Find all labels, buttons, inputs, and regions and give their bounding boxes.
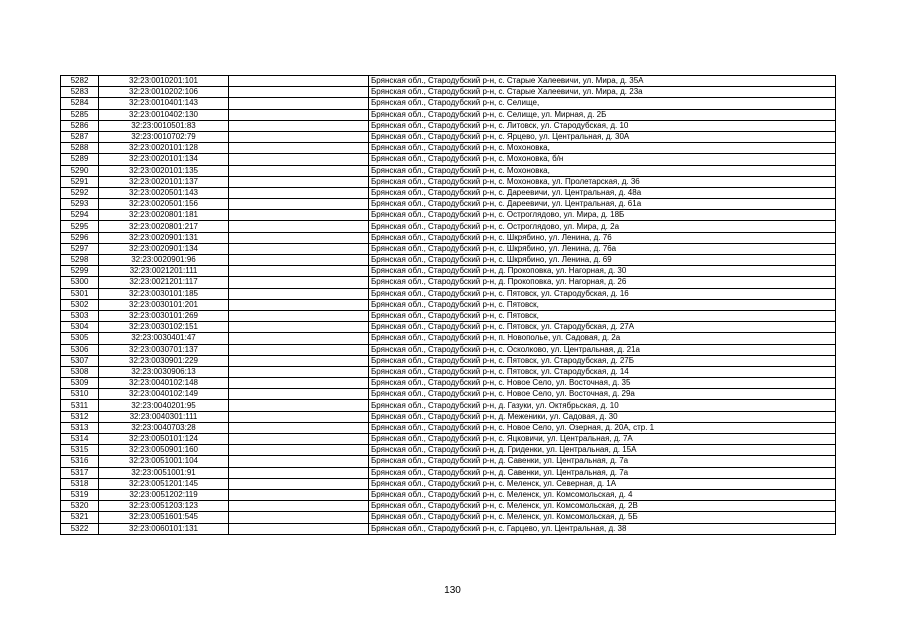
cadastral-number-cell: 32:23:0020501:143 bbox=[99, 187, 229, 198]
row-number-cell: 5315 bbox=[61, 445, 99, 456]
row-number-cell: 5297 bbox=[61, 243, 99, 254]
address-cell: Брянская обл., Стародубский р-н, д. Прокоповка, ул. Нагорная, д. 30 bbox=[369, 266, 836, 277]
cadastral-number-cell: 32:23:0021201:111 bbox=[99, 266, 229, 277]
empty-cell bbox=[229, 288, 369, 299]
cadastral-number-cell: 32:23:0020801:217 bbox=[99, 221, 229, 232]
table-row bbox=[61, 434, 836, 445]
address-cell: Брянская обл., Стародубский р-н, с. Пятовск, ул. Стародубская, д. 27Б bbox=[369, 355, 836, 366]
row-number-cell: 5310 bbox=[61, 389, 99, 400]
cadastral-number-cell: 32:23:0020101:137 bbox=[99, 176, 229, 187]
empty-cell bbox=[229, 411, 369, 422]
table-row bbox=[61, 143, 836, 154]
row-number-cell: 5296 bbox=[61, 232, 99, 243]
table-row bbox=[61, 109, 836, 120]
empty-cell bbox=[229, 512, 369, 523]
table-row bbox=[61, 131, 836, 142]
empty-cell bbox=[229, 266, 369, 277]
row-number-cell: 5291 bbox=[61, 176, 99, 187]
cadastral-number-cell: 32:23:0020101:134 bbox=[99, 154, 229, 165]
empty-cell bbox=[229, 445, 369, 456]
empty-cell bbox=[229, 478, 369, 489]
address-cell: Брянская обл., Стародубский р-н, д. Савенки, ул. Центральная, д. 7а bbox=[369, 467, 836, 478]
row-number-cell: 5286 bbox=[61, 120, 99, 131]
address-cell: Брянская обл., Стародубский р-н, с. Ярцево, ул. Центральная, д. 30А bbox=[369, 131, 836, 142]
cadastral-number-cell: 32:23:0051601:545 bbox=[99, 512, 229, 523]
cadastral-number-cell: 32:23:0030101:185 bbox=[99, 288, 229, 299]
address-cell: Брянская обл., Стародубский р-н, с. Пятовск, ул. Стародубская, д. 14 bbox=[369, 366, 836, 377]
row-number-cell: 5318 bbox=[61, 478, 99, 489]
table-row bbox=[61, 366, 836, 377]
cadastral-number-cell: 32:23:0040703:28 bbox=[99, 422, 229, 433]
table-row bbox=[61, 322, 836, 333]
address-cell: Брянская обл., Стародубский р-н, с. Меленск, ул. Комсомольская, д. 2В bbox=[369, 501, 836, 512]
row-number-cell: 5313 bbox=[61, 422, 99, 433]
cadastral-number-cell: 32:23:0030906:13 bbox=[99, 366, 229, 377]
table-row bbox=[61, 277, 836, 288]
row-number-cell: 5305 bbox=[61, 333, 99, 344]
empty-cell bbox=[229, 165, 369, 176]
row-number-cell: 5319 bbox=[61, 489, 99, 500]
cadastral-number-cell: 32:23:0010402:130 bbox=[99, 109, 229, 120]
empty-cell bbox=[229, 243, 369, 254]
table-row bbox=[61, 255, 836, 266]
table-row bbox=[61, 400, 836, 411]
address-cell: Брянская обл., Стародубский р-н, с. Мохоновка, б/н bbox=[369, 154, 836, 165]
row-number-cell: 5293 bbox=[61, 199, 99, 210]
empty-cell bbox=[229, 143, 369, 154]
cadastral-number-cell: 32:23:0051203:123 bbox=[99, 501, 229, 512]
row-number-cell: 5285 bbox=[61, 109, 99, 120]
address-cell: Брянская обл., Стародубский р-н, с. Дареевичи, ул. Центральная, д. 61а bbox=[369, 199, 836, 210]
address-cell: Брянская обл., Стародубский р-н, с. Новое Село, ул. Озерная, д. 20А, стр. 1 bbox=[369, 422, 836, 433]
empty-cell bbox=[229, 344, 369, 355]
row-number-cell: 5311 bbox=[61, 400, 99, 411]
table-row bbox=[61, 87, 836, 98]
address-cell: Брянская обл., Стародубский р-н, с. Селище, ул. Мирная, д. 2Б bbox=[369, 109, 836, 120]
cadastral-number-cell: 32:23:0050901:160 bbox=[99, 445, 229, 456]
address-cell: Брянская обл., Стародубский р-н, д. Меженики, ул. Садовая, д. 30 bbox=[369, 411, 836, 422]
table-row bbox=[61, 478, 836, 489]
cadastral-number-cell: 32:23:0020801:181 bbox=[99, 210, 229, 221]
cadastral-number-cell: 32:23:0020101:128 bbox=[99, 143, 229, 154]
table-row bbox=[61, 422, 836, 433]
cadastral-number-cell: 32:23:0010202:106 bbox=[99, 87, 229, 98]
table-row bbox=[61, 288, 836, 299]
row-number-cell: 5302 bbox=[61, 299, 99, 310]
address-cell: Брянская обл., Стародубский р-н, с. Пятовск, bbox=[369, 310, 836, 321]
address-cell: Брянская обл., Стародубский р-н, с. Пятовск, bbox=[369, 299, 836, 310]
address-cell: Брянская обл., Стародубский р-н, с. Новое Село, ул. Восточная, д. 29а bbox=[369, 389, 836, 400]
table-row bbox=[61, 378, 836, 389]
address-cell: Брянская обл., Стародубский р-н, с. Меленск, ул. Северная, д. 1А bbox=[369, 478, 836, 489]
empty-cell bbox=[229, 422, 369, 433]
address-cell: Брянская обл., Стародубский р-н, д. Газуки, ул. Октябрьская, д. 10 bbox=[369, 400, 836, 411]
empty-cell bbox=[229, 400, 369, 411]
row-number-cell: 5298 bbox=[61, 255, 99, 266]
empty-cell bbox=[229, 98, 369, 109]
table-row bbox=[61, 154, 836, 165]
table-row bbox=[61, 221, 836, 232]
cadastral-number-cell: 32:23:0060101:131 bbox=[99, 523, 229, 534]
empty-cell bbox=[229, 322, 369, 333]
address-cell: Брянская обл., Стародубский р-н, с. Пятовск, ул. Стародубская, д. 27А bbox=[369, 322, 836, 333]
table-row bbox=[61, 512, 836, 523]
cadastral-number-cell: 32:23:0010401:143 bbox=[99, 98, 229, 109]
cadastral-number-cell: 32:23:0030102:151 bbox=[99, 322, 229, 333]
row-number-cell: 5317 bbox=[61, 467, 99, 478]
cadastral-number-cell: 32:23:0051202:119 bbox=[99, 489, 229, 500]
address-cell: Брянская обл., Стародубский р-н, с. Гарцево, ул. Центральная, д. 38 bbox=[369, 523, 836, 534]
cadastral-number-cell: 32:23:0030101:201 bbox=[99, 299, 229, 310]
empty-cell bbox=[229, 366, 369, 377]
row-number-cell: 5290 bbox=[61, 165, 99, 176]
cadastral-number-cell: 32:23:0051201:145 bbox=[99, 478, 229, 489]
row-number-cell: 5287 bbox=[61, 131, 99, 142]
row-number-cell: 5309 bbox=[61, 378, 99, 389]
empty-cell bbox=[229, 277, 369, 288]
address-cell: Брянская обл., Стародубский р-н, с. Яцковичи, ул. Центральная, д. 7А bbox=[369, 434, 836, 445]
table-row bbox=[61, 456, 836, 467]
row-number-cell: 5303 bbox=[61, 310, 99, 321]
address-cell: Брянская обл., Стародубский р-н, с. Мохоновка, bbox=[369, 143, 836, 154]
address-cell: Брянская обл., Стародубский р-н, с. Литовск, ул. Стародубская, д. 10 bbox=[369, 120, 836, 131]
table-row bbox=[61, 489, 836, 500]
cadastral-number-cell: 32:23:0020101:135 bbox=[99, 165, 229, 176]
table-row bbox=[61, 210, 836, 221]
table-row bbox=[61, 445, 836, 456]
table-row bbox=[61, 501, 836, 512]
row-number-cell: 5282 bbox=[61, 76, 99, 87]
table-row bbox=[61, 165, 836, 176]
address-cell: Брянская обл., Стародубский р-н, с. Шкрябино, ул. Ленина, д. 76 bbox=[369, 232, 836, 243]
row-number-cell: 5320 bbox=[61, 501, 99, 512]
cadastral-number-cell: 32:23:0010702:79 bbox=[99, 131, 229, 142]
address-cell: Брянская обл., Стародубский р-н, с. Мохоновка, ул. Пролетарская, д. 36 bbox=[369, 176, 836, 187]
address-cell: Брянская обл., Стародубский р-н, д. Савенки, ул. Центральная, д. 7а bbox=[369, 456, 836, 467]
cadastral-number-cell: 32:23:0030901:229 bbox=[99, 355, 229, 366]
empty-cell bbox=[229, 87, 369, 98]
empty-cell bbox=[229, 389, 369, 400]
cadastral-number-cell: 32:23:0050101:124 bbox=[99, 434, 229, 445]
table-row bbox=[61, 355, 836, 366]
cadastral-number-cell: 32:23:0020901:131 bbox=[99, 232, 229, 243]
table-row bbox=[61, 187, 836, 198]
empty-cell bbox=[229, 489, 369, 500]
table-row bbox=[61, 411, 836, 422]
address-cell: Брянская обл., Стародубский р-н, с. Новое Село, ул. Восточная, д. 35 bbox=[369, 378, 836, 389]
row-number-cell: 5316 bbox=[61, 456, 99, 467]
empty-cell bbox=[229, 434, 369, 445]
empty-cell bbox=[229, 187, 369, 198]
address-cell: Брянская обл., Стародубский р-н, с. Меленск, ул. Комсомольская, д. 4 bbox=[369, 489, 836, 500]
table-row bbox=[61, 310, 836, 321]
table-row bbox=[61, 467, 836, 478]
row-number-cell: 5283 bbox=[61, 87, 99, 98]
empty-cell bbox=[229, 255, 369, 266]
empty-cell bbox=[229, 523, 369, 534]
address-cell: Брянская обл., Стародубский р-н, п. Новополье, ул. Садовая, д. 2а bbox=[369, 333, 836, 344]
empty-cell bbox=[229, 310, 369, 321]
cadastral-number-cell: 32:23:0021201:117 bbox=[99, 277, 229, 288]
row-number-cell: 5299 bbox=[61, 266, 99, 277]
address-cell: Брянская обл., Стародубский р-н, с. Осколково, ул. Центральная, д. 21а bbox=[369, 344, 836, 355]
table-row bbox=[61, 389, 836, 400]
empty-cell bbox=[229, 456, 369, 467]
empty-cell bbox=[229, 120, 369, 131]
row-number-cell: 5292 bbox=[61, 187, 99, 198]
registry-table-body bbox=[61, 76, 836, 535]
table-row bbox=[61, 120, 836, 131]
row-number-cell: 5322 bbox=[61, 523, 99, 534]
row-number-cell: 5288 bbox=[61, 143, 99, 154]
row-number-cell: 5304 bbox=[61, 322, 99, 333]
row-number-cell: 5301 bbox=[61, 288, 99, 299]
address-cell: Брянская обл., Стародубский р-н, д. Прокоповка, ул. Нагорная, д. 26 bbox=[369, 277, 836, 288]
empty-cell bbox=[229, 467, 369, 478]
row-number-cell: 5289 bbox=[61, 154, 99, 165]
table-row bbox=[61, 523, 836, 534]
cadastral-number-cell: 32:23:0020901:134 bbox=[99, 243, 229, 254]
table-row bbox=[61, 76, 836, 87]
address-cell: Брянская обл., Стародубский р-н, с. Шкрябино, ул. Ленина, д. 76а bbox=[369, 243, 836, 254]
cadastral-number-cell: 32:23:0051001:104 bbox=[99, 456, 229, 467]
empty-cell bbox=[229, 221, 369, 232]
cadastral-number-cell: 32:23:0010501:83 bbox=[99, 120, 229, 131]
row-number-cell: 5294 bbox=[61, 210, 99, 221]
table-row bbox=[61, 176, 836, 187]
address-cell: Брянская обл., Стародубский р-н, с. Старые Халеевичи, ул. Мира, д. 35А bbox=[369, 76, 836, 87]
empty-cell bbox=[229, 232, 369, 243]
page-number: 130 bbox=[444, 585, 461, 596]
address-cell: Брянская обл., Стародубский р-н, д. Гриденки, ул. Центральная, д. 15А bbox=[369, 445, 836, 456]
empty-cell bbox=[229, 154, 369, 165]
cadastral-number-cell: 32:23:0010201:101 bbox=[99, 76, 229, 87]
empty-cell bbox=[229, 355, 369, 366]
table-row bbox=[61, 333, 836, 344]
cadastral-number-cell: 32:23:0040201:95 bbox=[99, 400, 229, 411]
row-number-cell: 5306 bbox=[61, 344, 99, 355]
empty-cell bbox=[229, 131, 369, 142]
table-row bbox=[61, 199, 836, 210]
address-cell: Брянская обл., Стародубский р-н, с. Дареевичи, ул. Центральная, д. 48а bbox=[369, 187, 836, 198]
row-number-cell: 5284 bbox=[61, 98, 99, 109]
address-cell: Брянская обл., Стародубский р-н, с. Мохоновка, bbox=[369, 165, 836, 176]
table-row bbox=[61, 266, 836, 277]
table-row bbox=[61, 299, 836, 310]
address-cell: Брянская обл., Стародубский р-н, с. Остроглядово, ул. Мира, д. 2а bbox=[369, 221, 836, 232]
empty-cell bbox=[229, 109, 369, 120]
table-row bbox=[61, 232, 836, 243]
cadastral-number-cell: 32:23:0030701:137 bbox=[99, 344, 229, 355]
cadastral-number-cell: 32:23:0051001:91 bbox=[99, 467, 229, 478]
empty-cell bbox=[229, 378, 369, 389]
row-number-cell: 5295 bbox=[61, 221, 99, 232]
empty-cell bbox=[229, 76, 369, 87]
row-number-cell: 5300 bbox=[61, 277, 99, 288]
address-cell: Брянская обл., Стародубский р-н, с. Старые Халеевичи, ул. Мира, д. 23а bbox=[369, 87, 836, 98]
address-cell: Брянская обл., Стародубский р-н, с. Шкрябино, ул. Ленина, д. 69 bbox=[369, 255, 836, 266]
row-number-cell: 5307 bbox=[61, 355, 99, 366]
empty-cell bbox=[229, 333, 369, 344]
cadastral-number-cell: 32:23:0040102:148 bbox=[99, 378, 229, 389]
address-cell: Брянская обл., Стародубский р-н, с. Селище, bbox=[369, 98, 836, 109]
property-registry-table bbox=[60, 75, 836, 535]
cadastral-number-cell: 32:23:0040301:111 bbox=[99, 411, 229, 422]
empty-cell bbox=[229, 210, 369, 221]
table-row bbox=[61, 344, 836, 355]
address-cell: Брянская обл., Стародубский р-н, с. Пятовск, ул. Стародубская, д. 16 bbox=[369, 288, 836, 299]
cadastral-number-cell: 32:23:0040102:149 bbox=[99, 389, 229, 400]
cadastral-number-cell: 32:23:0020501:156 bbox=[99, 199, 229, 210]
row-number-cell: 5321 bbox=[61, 512, 99, 523]
address-cell: Брянская обл., Стародубский р-н, с. Остроглядово, ул. Мира, д. 18Б bbox=[369, 210, 836, 221]
cadastral-number-cell: 32:23:0030401:47 bbox=[99, 333, 229, 344]
row-number-cell: 5312 bbox=[61, 411, 99, 422]
empty-cell bbox=[229, 176, 369, 187]
table-row bbox=[61, 98, 836, 109]
empty-cell bbox=[229, 299, 369, 310]
address-cell: Брянская обл., Стародубский р-н, с. Меленск, ул. Комсомольская, д. 5Б bbox=[369, 512, 836, 523]
table-row bbox=[61, 243, 836, 254]
cadastral-number-cell: 32:23:0030101:269 bbox=[99, 310, 229, 321]
cadastral-number-cell: 32:23:0020901:96 bbox=[99, 255, 229, 266]
row-number-cell: 5308 bbox=[61, 366, 99, 377]
row-number-cell: 5314 bbox=[61, 434, 99, 445]
empty-cell bbox=[229, 501, 369, 512]
empty-cell bbox=[229, 199, 369, 210]
